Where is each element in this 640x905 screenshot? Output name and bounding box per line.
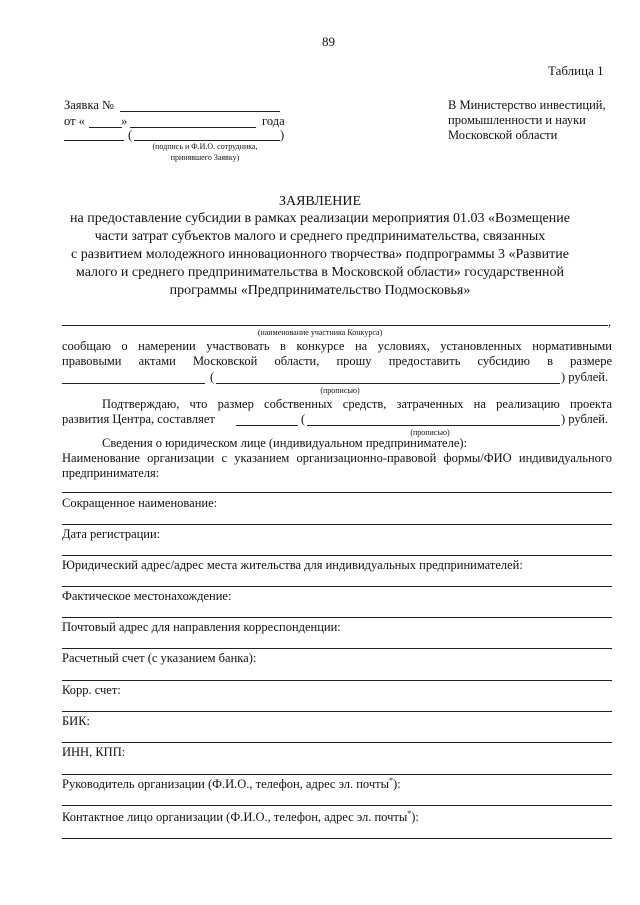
head-footnote-mark: * <box>389 775 393 785</box>
table-label: Таблица 1 <box>548 63 604 78</box>
contact-footnote-mark: * <box>407 808 412 818</box>
subsidy-amount-words-field[interactable] <box>216 383 560 384</box>
field-label-short-name: Сокращенное наименование: <box>62 496 218 510</box>
subsidy-rubles: ) рублей. <box>561 370 609 384</box>
signature-field[interactable] <box>64 140 124 141</box>
head-label-close: ): <box>393 777 401 791</box>
field-label-inn-kpp: ИНН, КПП: <box>62 745 126 759</box>
title-line5: программы «Предпринимательство Подмосковья» <box>169 283 471 298</box>
signature-note-line2: принявшего Заявку) <box>170 153 240 162</box>
title-line2: части затрат субъектов малого и среднего предпринимательства, связанных <box>94 229 546 244</box>
application-number-field[interactable] <box>120 111 280 112</box>
date-quote-close: » <box>121 114 128 128</box>
addressee-line2: промышленности и науки <box>448 113 586 127</box>
field-label-head-of-organization <box>62 777 401 792</box>
title-line4: малого и среднего предпринимательства в Московской области» государственной <box>75 265 565 280</box>
org-name-label-line1: Наименование организации с указанием организационно-правовой формы/ФИО индивидуального <box>62 451 612 465</box>
field-head-of-organization-input[interactable] <box>62 805 612 806</box>
participant-caption: (наименование участника Конкурса) <box>257 328 383 337</box>
own-funds-words-field[interactable] <box>307 425 560 426</box>
subsidy-words-caption: (прописью) <box>320 386 360 395</box>
field-short-name-input[interactable] <box>62 524 612 525</box>
paragraph2-prefix: развития Центра, составляет <box>62 412 215 426</box>
page-number: 89 <box>322 34 335 49</box>
field-label-corr-account: Корр. счет: <box>62 683 121 697</box>
field-label-bik: БИК: <box>62 714 91 728</box>
field-inn-kpp-input[interactable] <box>62 774 612 775</box>
field-contact-person-input[interactable] <box>62 838 612 839</box>
field-label-actual-location: Фактическое местонахождение: <box>62 589 232 603</box>
field-actual-location-input[interactable] <box>62 617 612 618</box>
field-bik-input[interactable] <box>62 742 612 743</box>
title-heading: ЗАЯВЛЕНИЕ <box>278 194 362 209</box>
date-day-field[interactable] <box>89 127 122 128</box>
field-label-registration-date: Дата регистрации: <box>62 527 161 541</box>
org-name-field[interactable] <box>62 492 612 493</box>
paragraph1-line2: правовыми актами Московской области, прошу предоставить субсидию в размере <box>62 354 612 368</box>
field-label-bank-account: Расчетный счет (с указанием банка): <box>62 651 257 665</box>
subsidy-amount-field[interactable] <box>62 383 205 384</box>
signature-note-line1: (подпись и Ф.И.О. сотрудника, <box>152 142 258 151</box>
field-postal-address-input[interactable] <box>62 648 612 649</box>
paragraph2-line1: Подтверждаю, что размер собственных средств, затраченных на реализацию проекта <box>102 397 612 411</box>
subsidy-paren-open: ( <box>210 370 215 384</box>
field-label-contact-person <box>62 810 419 825</box>
participant-name-field[interactable] <box>62 325 608 326</box>
contact-label-text: Контактное лицо организации (Ф.И.О., телефон, адрес эл. почты <box>62 810 408 824</box>
info-heading: Сведения о юридическом лице (индивидуальном предпринимателе): <box>102 436 468 450</box>
field-label-postal-address: Почтовый адрес для направления корреспонденции: <box>62 620 341 634</box>
field-legal-address-input[interactable] <box>62 586 612 587</box>
field-bank-account-input[interactable] <box>62 680 612 681</box>
own-funds-rubles: ) рублей. <box>561 412 609 426</box>
own-funds-amount-field[interactable] <box>236 425 298 426</box>
date-from-prefix: от « <box>64 114 85 128</box>
org-name-label-line2: предпринимателя: <box>62 466 160 480</box>
year-word: года <box>262 114 285 128</box>
own-funds-paren-open: ( <box>301 412 306 426</box>
participant-comma: , <box>608 315 612 329</box>
contact-label-close: ): <box>411 810 419 824</box>
application-number-label: Заявка № <box>64 98 114 112</box>
addressee-line3: Московской области <box>448 128 558 142</box>
field-registration-date-input[interactable] <box>62 555 612 556</box>
paragraph1-line1: сообщаю о намерении участвовать в конкурсе на условиях, установленных нормативными <box>62 339 612 353</box>
paren-close: ) <box>280 128 285 142</box>
own-funds-words-caption: (прописью) <box>410 428 450 437</box>
addressee-line1: В Министерство инвестиций, <box>448 98 606 112</box>
paren-open: ( <box>128 128 133 142</box>
field-corr-account-input[interactable] <box>62 711 612 712</box>
title-line3: с развитием молодежного инновационного творчества» подпрограммы 3 «Развитие <box>71 247 569 262</box>
title-line1: на предоставление субсидии в рамках реализации мероприятия 01.03 «Возмещение <box>70 211 570 226</box>
head-label-text: Руководитель организации (Ф.И.О., телефон, адрес эл. почты <box>62 777 389 791</box>
field-label-legal-address: Юридический адрес/адрес места жительства для индивидуальных предпринимателей: <box>62 558 523 572</box>
date-month-field[interactable] <box>130 127 256 128</box>
employee-name-field[interactable] <box>134 140 280 141</box>
